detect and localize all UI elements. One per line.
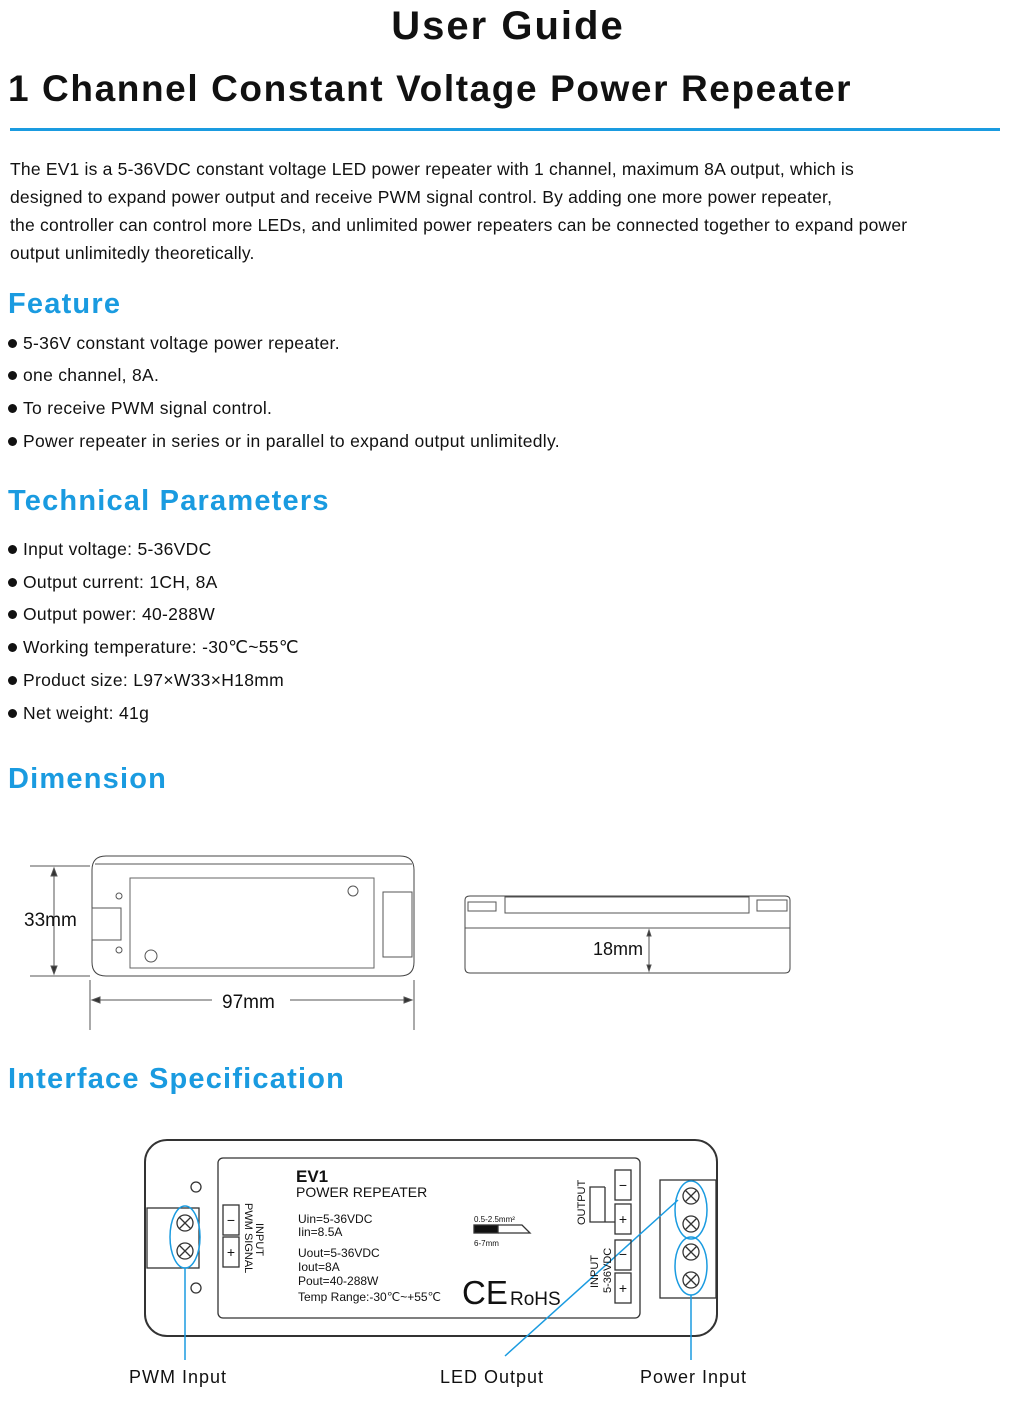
wire-gauge-label: 0.5-2.5mm² xyxy=(474,1215,515,1224)
intro-line: output unlimitedly theoretically. xyxy=(10,243,255,263)
intro-line: The EV1 is a 5-36VDC constant voltage LED power repeater with 1 channel, maximum 8A output, which is xyxy=(10,159,854,179)
power-input-callout: Power Input xyxy=(640,1367,748,1387)
wire-icon xyxy=(474,1225,530,1233)
title-divider xyxy=(10,128,1000,131)
rohs-mark: RoHS xyxy=(510,1289,561,1310)
bullet-icon xyxy=(8,404,17,413)
spec-uin: Uin=5-36VDC xyxy=(298,1212,373,1226)
dimension-drawing xyxy=(0,840,800,1035)
feature-item xyxy=(8,364,159,386)
pin-minus: − xyxy=(226,1212,236,1228)
spec-uout: Uout=5-36VDC xyxy=(298,1246,380,1260)
tech-params-heading: Technical Parameters xyxy=(8,485,330,517)
feature-text: 5-36V constant voltage power repeater. xyxy=(23,333,340,353)
spec-iout: Iout=8A xyxy=(298,1260,340,1274)
param-text: Net weight: 41g xyxy=(23,703,150,723)
output-label: OUTPUT xyxy=(576,1179,588,1225)
feature-item xyxy=(8,397,272,419)
param-text: Output current: 1CH, 8A xyxy=(23,572,218,592)
param-text: Working temperature: -30℃~55℃ xyxy=(23,637,299,657)
document-heading: User Guide xyxy=(391,4,625,48)
spec-temp: Temp Range:-30℃~+55℃ xyxy=(298,1290,442,1304)
pin-plus: + xyxy=(618,1211,628,1227)
pin-plus: + xyxy=(226,1244,236,1260)
feature-item xyxy=(8,430,560,452)
feature-text: one channel, 8A. xyxy=(23,365,160,385)
bullet-icon xyxy=(8,610,17,619)
led-output-callout: LED Output xyxy=(440,1367,545,1387)
pin-minus: − xyxy=(618,1246,628,1262)
bullet-icon xyxy=(8,545,17,554)
pwm-input-label: INPUT xyxy=(253,1223,265,1256)
param-text: Product size: L97×W33×H18mm xyxy=(23,670,284,690)
spec-pout: Pout=40-288W xyxy=(298,1274,379,1288)
param-item xyxy=(8,702,149,724)
dimension-heading: Dimension xyxy=(8,763,168,795)
product-title: 1 Channel Constant Voltage Power Repeater xyxy=(8,68,853,109)
bullet-icon xyxy=(8,339,17,348)
strip-length-label: 6-7mm xyxy=(474,1239,499,1248)
bullet-icon xyxy=(8,643,17,652)
pwm-signal-label: PWM SIGNAL xyxy=(242,1203,254,1274)
length-dimension: 97mm xyxy=(222,992,275,1013)
bullet-icon xyxy=(8,709,17,718)
led-icon xyxy=(590,1187,615,1222)
feature-text: To receive PWM signal control. xyxy=(23,398,273,418)
spec-iin: Iin=8.5A xyxy=(298,1225,343,1239)
pwm-input-callout: PWM Input xyxy=(129,1367,228,1387)
input-voltage-label: 5-36VDC xyxy=(602,1247,614,1293)
bullet-icon xyxy=(8,578,17,587)
bullet-icon xyxy=(8,371,17,380)
intro-line: the controller can control more LEDs, and unlimited power repeaters can be connected together to expand power xyxy=(10,215,908,235)
param-text: Input voltage: 5-36VDC xyxy=(23,539,212,559)
feature-text: Power repeater in series or in parallel to expand output unlimitedly. xyxy=(23,431,560,451)
pin-plus: + xyxy=(618,1280,628,1296)
param-item xyxy=(8,571,218,593)
bullet-icon xyxy=(8,676,17,685)
feature-item xyxy=(8,332,340,354)
intro-line: designed to expand power output and receive PWM signal control. By adding one more power repeater, xyxy=(10,187,833,207)
pin-minus: − xyxy=(618,1177,628,1193)
bullet-icon xyxy=(8,437,17,446)
param-item xyxy=(8,636,299,658)
intro-paragraph xyxy=(10,155,1016,267)
param-text: Output power: 40-288W xyxy=(23,604,216,624)
thickness-dimension: 18mm xyxy=(593,939,644,959)
interface-diagram xyxy=(0,1130,1016,1406)
param-item xyxy=(8,538,212,560)
input-label: INPUT xyxy=(589,1255,601,1288)
param-item xyxy=(8,603,215,625)
product-name-label: POWER REPEATER xyxy=(296,1184,428,1200)
model-label: EV1 xyxy=(296,1167,329,1186)
height-dimension: 33mm xyxy=(24,910,77,931)
feature-heading: Feature xyxy=(8,288,122,320)
ce-mark: CE xyxy=(462,1274,508,1311)
param-item xyxy=(8,669,284,691)
side-view xyxy=(465,896,790,973)
interface-heading: Interface Specification xyxy=(8,1063,346,1095)
